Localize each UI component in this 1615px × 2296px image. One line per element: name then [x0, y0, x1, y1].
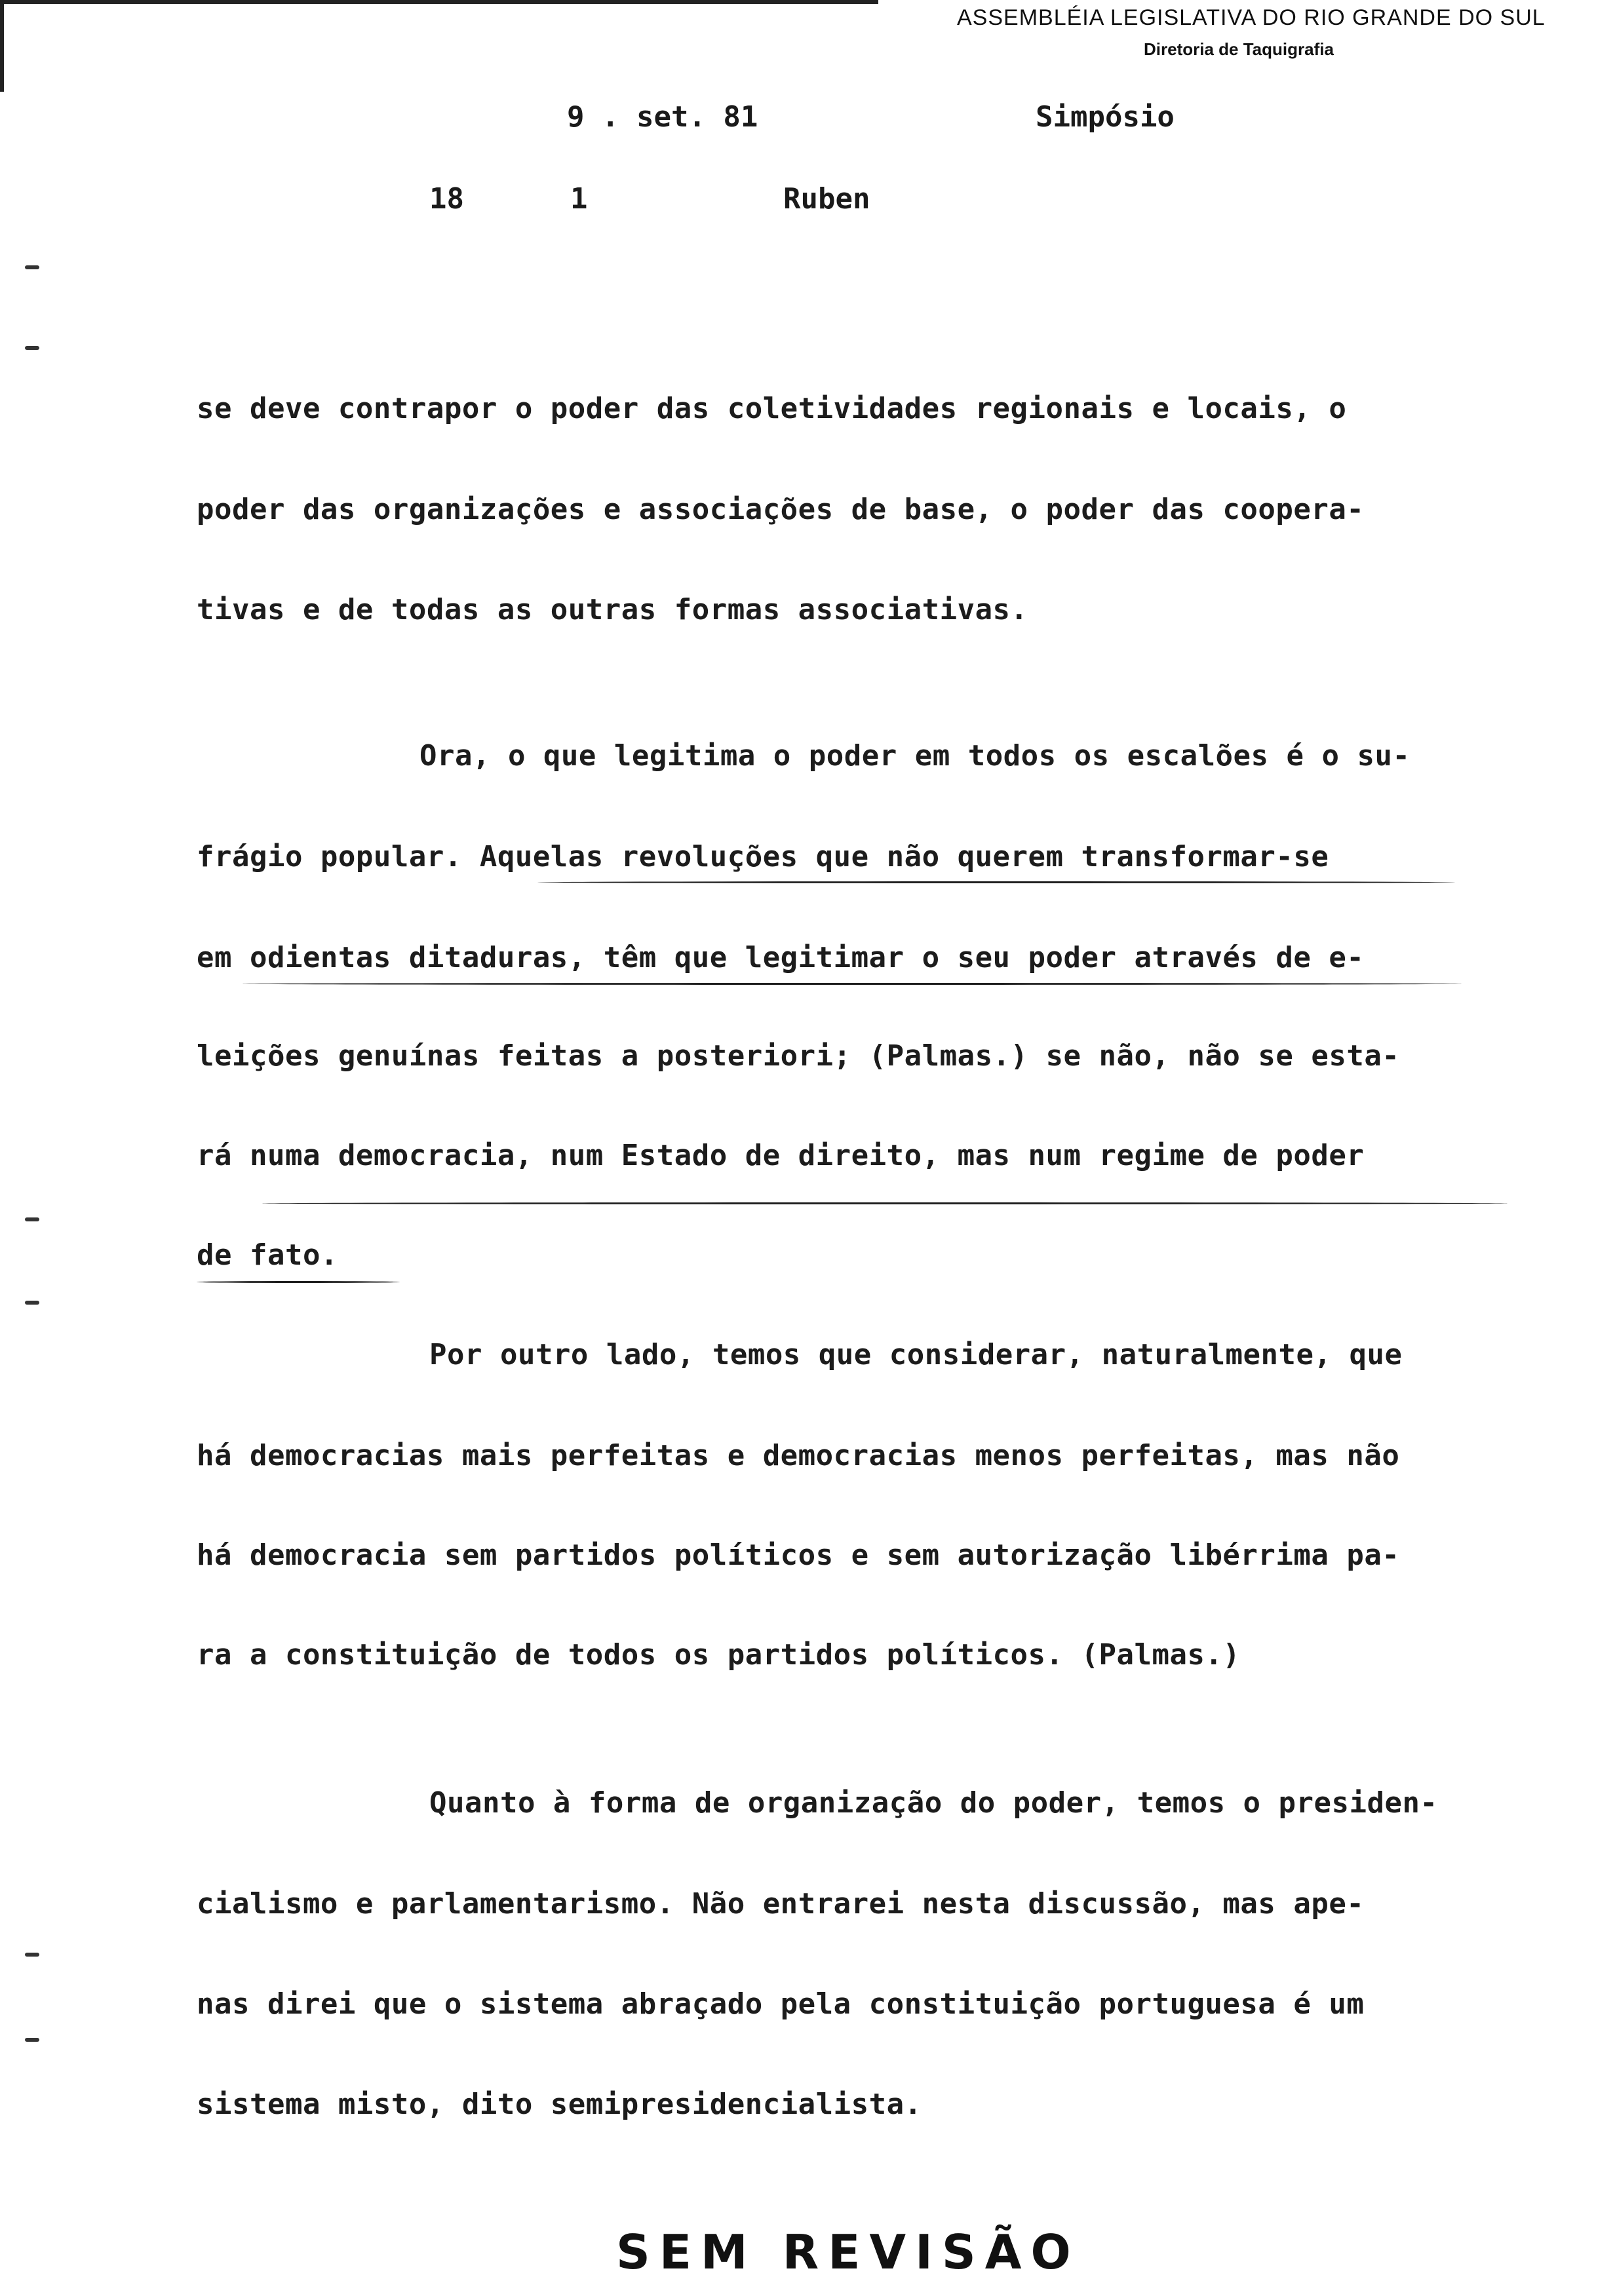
revision-stamp: SEM REVISÃO — [616, 2225, 1080, 2280]
body-line: ra a constituição de todos os partidos políticos. (Palmas.) — [197, 1638, 1241, 1672]
body-line: há democracia sem partidos políticos e sem autorização libérrima pa- — [197, 1539, 1400, 1572]
body-line: rá numa democracia, num Estado de direito, mas num regime de poder — [197, 1139, 1365, 1172]
body-line: sistema misto, dito semipresidencialista. — [197, 2088, 922, 2121]
sequence-number: 1 — [570, 182, 588, 216]
page-left-edge — [0, 0, 4, 92]
body-line: há democracias mais perfeitas e democracias menos perfeitas, mas não — [197, 1439, 1400, 1472]
margin-mark — [25, 1301, 39, 1305]
body-line: Quanto à forma de organização do poder, temos o presiden- — [429, 1786, 1438, 1820]
margin-mark — [25, 1217, 39, 1221]
body-line: cialismo e parlamentarismo. Não entrarei nesta discussão, mas ape- — [197, 1887, 1365, 1921]
body-line: leições genuínas feitas a posteriori; (Palmas.) se não, não se esta- — [197, 1039, 1400, 1073]
body-line: em odientas ditaduras, têm que legitimar o seu poder através de e- — [197, 941, 1365, 974]
page-number: 18 — [429, 182, 464, 216]
body-line: frágio popular. Aquelas revoluções que não querem transformar-se — [197, 840, 1329, 873]
page-top-edge — [0, 0, 878, 4]
margin-mark — [25, 346, 39, 350]
handwritten-underline — [197, 1281, 400, 1283]
body-line: poder das organizações e associações de base, o poder das coopera- — [197, 493, 1365, 526]
handwritten-underline — [262, 1202, 1508, 1204]
speaker-name: Ruben — [783, 182, 870, 216]
margin-mark — [25, 2038, 39, 2042]
body-line: tivas e de todas as outras formas associativas. — [197, 593, 1028, 626]
event-name: Simpósio — [1036, 100, 1175, 134]
margin-mark — [25, 265, 39, 269]
institution-header: ASSEMBLÉIA LEGISLATIVA DO RIO GRANDE DO SUL — [957, 5, 1546, 30]
body-line: Por outro lado, temos que considerar, naturalmente, que — [429, 1338, 1403, 1371]
margin-mark — [25, 1953, 39, 1957]
handwritten-underline — [537, 881, 1455, 883]
body-line: de fato. — [197, 1238, 338, 1272]
body-line: nas direi que o sistema abraçado pela constituição portuguesa é um — [197, 1987, 1365, 2021]
body-line: se deve contrapor o poder das coletividades regionais e locais, o — [197, 392, 1347, 425]
body-line: Ora, o que legitima o poder em todos os escalões é o su- — [419, 739, 1411, 773]
session-date: 9 . set. 81 — [567, 100, 758, 134]
department-header: Diretoria de Taquigrafia — [1144, 39, 1334, 59]
handwritten-underline — [243, 983, 1462, 985]
